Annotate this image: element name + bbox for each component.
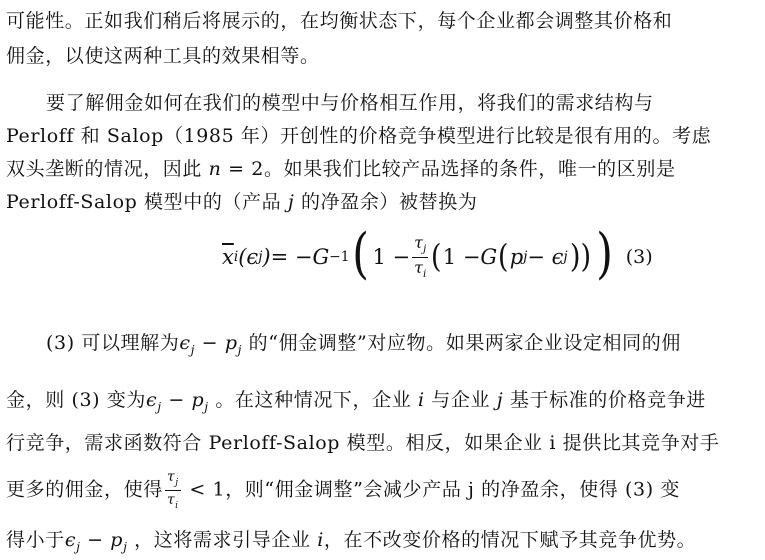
text: 的净盈余）被替换为 [294, 191, 478, 213]
eq-text: ) [262, 245, 271, 269]
text-line [6, 156, 676, 182]
math-sub: j [237, 342, 243, 357]
text: 佣金，以使这两种工具的效果相等。 [6, 45, 320, 67]
text-line [6, 430, 719, 456]
eq-paren: )) [569, 237, 591, 275]
eq-x: $\overline{x}$ [222, 245, 234, 269]
math-var: i [317, 529, 324, 551]
text: 金，则 (3) 变为 [6, 389, 146, 411]
math-var: − p [80, 529, 124, 551]
text-line [6, 43, 320, 69]
text: = 2 [221, 158, 264, 180]
text: 。在这种情况下，企业 [208, 389, 418, 411]
frac-text: τ [166, 491, 176, 508]
eq-sub: i [422, 267, 427, 280]
text-line [46, 90, 654, 116]
eq-text: (ϵ [238, 245, 259, 269]
math-sub: j [190, 342, 196, 357]
frac-sub: i [175, 500, 179, 511]
eq-sub: i [233, 249, 239, 265]
inline-fraction [165, 470, 181, 511]
text-line [6, 8, 672, 34]
math-var: j [496, 389, 504, 411]
text: (3) 可以理解为 [46, 332, 180, 354]
eq-sub: j [563, 249, 568, 265]
eq-text: τ [414, 232, 424, 252]
frac-text: τ [166, 469, 176, 485]
text-line [46, 330, 681, 363]
eq-text: 1 − [372, 245, 411, 269]
eq-sup: −1 [329, 249, 350, 265]
eq-sub: j [258, 249, 263, 265]
text: 可能性。正如我们稍后将展示的，在均衡状态下，每个企业都会调整其价格和 [6, 10, 673, 32]
text: 要了解佣金如何在我们的模型中与价格相互作用，将我们的需求结构与 [46, 92, 654, 114]
text: 。如果我们比较产品选择的条件，唯一的区别是 [263, 158, 676, 180]
math-var: ϵ [179, 332, 191, 354]
text: < 1 [182, 478, 226, 501]
eq-paren: ( [352, 222, 370, 285]
equation-number: (3) [625, 246, 653, 268]
text-line [6, 387, 706, 420]
eq-text: τ [414, 257, 423, 277]
text-line [6, 470, 680, 511]
text: ，这将需求引导企业 [127, 529, 318, 551]
text: 的“佣金调整”对应物。如果两家企业设定相同的佣 [242, 332, 681, 354]
text: 得小于 [6, 529, 65, 551]
text: 基于标准的价格竞争进 [503, 389, 706, 411]
text-line [6, 527, 696, 560]
math-var: − p [195, 332, 238, 354]
text: 双头垄断的情况，因此 [6, 158, 209, 180]
eq-paren: ( [498, 237, 509, 275]
math-var: ϵ [64, 529, 77, 551]
eq-text: = − [270, 245, 313, 269]
math-var: ϵ [146, 389, 158, 411]
math-var: n [208, 158, 222, 180]
eq-text: G [480, 245, 498, 269]
text: Perloff 和 Salop（1985 年）开创性的价格竞争模型进行比较是很有用的。考虑 [6, 125, 712, 147]
text: ，则“佣金调整”会减少产品 j 的净盈余，使得 (3) 变 [225, 478, 680, 501]
math-var: − p [161, 389, 205, 411]
eq-sub: j [523, 249, 528, 265]
math-sub: j [157, 399, 162, 414]
eq-text: G [312, 245, 330, 269]
eq-fraction [412, 232, 428, 280]
text: Perloff-Salop 模型中的（产品 [6, 191, 288, 213]
text: 行竞争，需求函数符合 Perloff-Salop 模型。相反，如果企业 i 提供比其竞争对手 [6, 432, 720, 454]
text-line [6, 189, 477, 215]
text: 与企业 [424, 389, 497, 411]
equation-3 [222, 222, 653, 292]
math-sub: j [76, 539, 81, 554]
math-sub: j [123, 539, 128, 554]
text: 更多的佣金，使得 [6, 478, 163, 501]
frac-sub: j [175, 477, 179, 488]
eq-text: p [509, 245, 524, 269]
math-var: i [417, 389, 425, 411]
eq-text: − ϵ [527, 245, 564, 269]
math-var: j [287, 191, 295, 213]
text: ，在不改变价格的情况下赋予其竞争优势。 [323, 529, 697, 551]
eq-paren: ) [595, 222, 613, 285]
eq-sub: j [423, 243, 427, 256]
eq-text: 1 − [442, 245, 481, 269]
text-line [6, 123, 711, 149]
math-sub: j [204, 399, 209, 414]
eq-paren: ( [431, 237, 442, 275]
